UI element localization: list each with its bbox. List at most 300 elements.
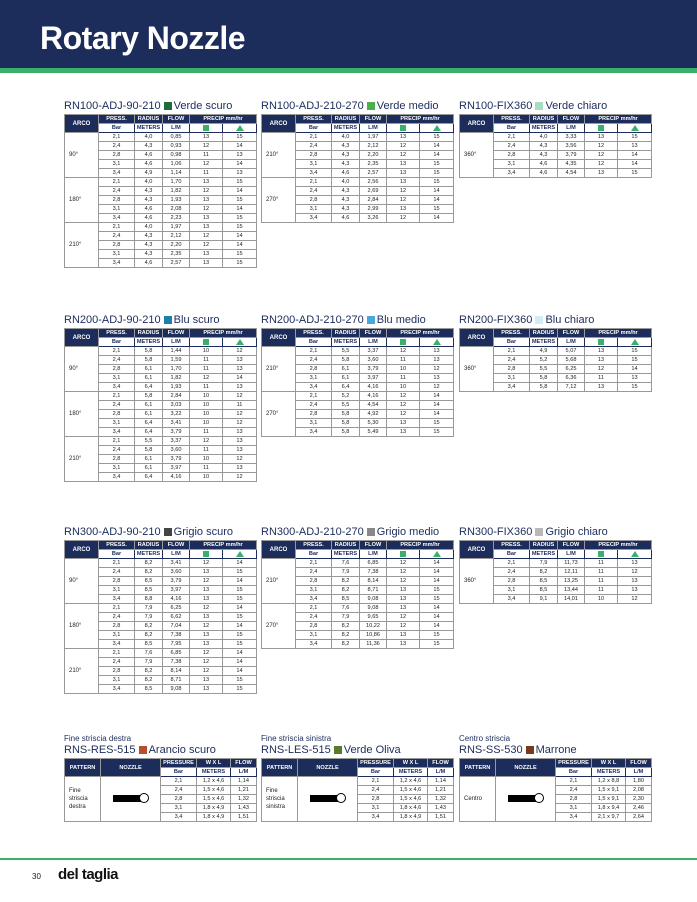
table-cell: 12 bbox=[190, 577, 223, 586]
unit-bar: Bar bbox=[99, 550, 135, 559]
table-cell: 14 bbox=[420, 196, 454, 205]
table-cell: 12 bbox=[387, 559, 420, 568]
table-cell: 10 bbox=[387, 365, 420, 374]
table-cell: 4,54 bbox=[360, 401, 387, 410]
table-row bbox=[65, 223, 257, 232]
table-cell: 12 bbox=[387, 214, 420, 223]
table-cell: 0,85 bbox=[163, 133, 190, 142]
table-cell: 2,1 bbox=[99, 437, 135, 446]
col-nozzle: NOZZLE bbox=[496, 759, 556, 777]
table-cell: 2,4 bbox=[99, 658, 135, 667]
table-cell: 1,8 x 9,4 bbox=[592, 804, 626, 813]
table-cell: 13 bbox=[618, 142, 652, 151]
col-wxl: W X L bbox=[197, 759, 231, 768]
table-cell: 2,4 bbox=[296, 613, 332, 622]
table-cell: 2,8 bbox=[99, 196, 135, 205]
col-pressure: PRESSURE bbox=[161, 759, 197, 768]
table-cell: 10 bbox=[190, 401, 223, 410]
square-icon bbox=[387, 338, 420, 347]
nozzle-block bbox=[261, 526, 453, 649]
square-icon bbox=[190, 124, 223, 133]
square-icon bbox=[585, 124, 618, 133]
unit-lm: L/M bbox=[558, 124, 585, 133]
col-arco: ARCO bbox=[262, 115, 296, 133]
color-swatch bbox=[367, 528, 375, 536]
table-cell: 15 bbox=[223, 613, 257, 622]
table-cell: 6,25 bbox=[163, 604, 190, 613]
table-cell: 1,43 bbox=[428, 804, 454, 813]
table-cell: 13 bbox=[223, 446, 257, 455]
col-flow: FLOW bbox=[428, 759, 454, 768]
strip-table bbox=[459, 758, 652, 822]
table-cell: 13 bbox=[387, 428, 420, 437]
unit-lm: L/M bbox=[231, 768, 257, 777]
color-swatch bbox=[367, 316, 375, 324]
table-cell: 8,2 bbox=[135, 676, 163, 685]
table-cell: 8,2 bbox=[332, 577, 360, 586]
table-cell: 0,98 bbox=[163, 151, 190, 160]
nozzle-block bbox=[261, 314, 453, 437]
arc-label: 210° bbox=[262, 133, 296, 178]
table-cell: 2,46 bbox=[626, 804, 652, 813]
arc-label: 180° bbox=[65, 178, 99, 223]
table-cell: 8,5 bbox=[135, 577, 163, 586]
table-cell: 14 bbox=[223, 374, 257, 383]
table-cell: 3,60 bbox=[163, 446, 190, 455]
table-row bbox=[262, 347, 454, 356]
table-cell: 5,8 bbox=[332, 410, 360, 419]
table-cell: 3,79 bbox=[163, 455, 190, 464]
col-press: PRESS. bbox=[494, 541, 530, 550]
table-cell: 15 bbox=[420, 205, 454, 214]
table-cell: 4,3 bbox=[135, 142, 163, 151]
table-cell: 3,4 bbox=[556, 813, 592, 822]
table-cell: 15 bbox=[420, 631, 454, 640]
table-cell: 2,4 bbox=[296, 142, 332, 151]
table-cell: 12 bbox=[190, 160, 223, 169]
table-cell: 1,70 bbox=[163, 178, 190, 187]
table-cell: 13 bbox=[387, 604, 420, 613]
table-cell: 15 bbox=[420, 595, 454, 604]
table-cell: 15 bbox=[223, 676, 257, 685]
col-flow: FLOW bbox=[360, 541, 387, 550]
table-cell: 1,59 bbox=[163, 356, 190, 365]
nozzle-table bbox=[459, 540, 652, 604]
table-cell: 13,25 bbox=[558, 577, 585, 586]
table-cell: 8,2 bbox=[332, 631, 360, 640]
table-cell: 13 bbox=[387, 631, 420, 640]
table-cell: 8,5 bbox=[332, 595, 360, 604]
table-cell: 15 bbox=[618, 169, 652, 178]
table-cell: 13 bbox=[387, 595, 420, 604]
table-cell: 2,1 bbox=[296, 178, 332, 187]
table-cell: 8,2 bbox=[332, 586, 360, 595]
table-cell: 14 bbox=[223, 649, 257, 658]
table-row bbox=[65, 559, 257, 568]
col-wxl: W X L bbox=[592, 759, 626, 768]
table-cell: 14 bbox=[420, 151, 454, 160]
block-title: RN200-ADJ-210-270 Blu medio bbox=[261, 314, 426, 326]
table-cell: 4,92 bbox=[360, 410, 387, 419]
table-cell: 13 bbox=[223, 464, 257, 473]
table-cell: 4,3 bbox=[332, 160, 360, 169]
table-cell: 6,1 bbox=[135, 455, 163, 464]
table-cell: 5,5 bbox=[530, 365, 558, 374]
table-cell: 4,6 bbox=[332, 169, 360, 178]
nozzle-table bbox=[261, 114, 454, 223]
table-cell: 12 bbox=[190, 649, 223, 658]
table-cell: 4,3 bbox=[135, 241, 163, 250]
table-cell: 6,1 bbox=[135, 401, 163, 410]
table-cell: 10,86 bbox=[360, 631, 387, 640]
table-cell: 11,36 bbox=[360, 640, 387, 649]
col-press: PRESS. bbox=[296, 329, 332, 338]
table-cell: 4,16 bbox=[360, 392, 387, 401]
table-cell: 2,1 bbox=[99, 223, 135, 232]
table-cell: 10 bbox=[190, 473, 223, 482]
table-cell: 12 bbox=[420, 365, 454, 374]
table-cell: 7,9 bbox=[135, 604, 163, 613]
unit-lm: L/M bbox=[558, 338, 585, 347]
nozzle-table bbox=[261, 328, 454, 437]
table-cell: 4,16 bbox=[360, 383, 387, 392]
table-cell: 9,08 bbox=[360, 604, 387, 613]
table-cell: 13 bbox=[618, 586, 652, 595]
table-cell: 14 bbox=[420, 559, 454, 568]
table-cell: 2,1 bbox=[99, 649, 135, 658]
arc-label: 360° bbox=[460, 347, 494, 392]
table-cell: 3,97 bbox=[163, 586, 190, 595]
table-cell: 13 bbox=[585, 169, 618, 178]
table-cell: 2,56 bbox=[360, 178, 387, 187]
table-cell: 2,4 bbox=[296, 187, 332, 196]
table-cell: 12 bbox=[223, 455, 257, 464]
table-cell: 13 bbox=[387, 586, 420, 595]
table-cell: 3,4 bbox=[99, 595, 135, 604]
table-cell: 12 bbox=[387, 187, 420, 196]
table-cell: 6,62 bbox=[163, 613, 190, 622]
col-arco: ARCO bbox=[65, 329, 99, 347]
pattern-label: Fine striscia sinistra bbox=[262, 777, 298, 822]
table-cell: 13 bbox=[190, 250, 223, 259]
unit-lm: L/M bbox=[360, 124, 387, 133]
footer-divider bbox=[0, 858, 697, 860]
col-press: PRESS. bbox=[99, 541, 135, 550]
col-precip: PRECIP mm/hr bbox=[190, 329, 257, 338]
nozzle-diagram-icon bbox=[101, 777, 161, 822]
table-cell: 2,20 bbox=[360, 151, 387, 160]
unit-lm: L/M bbox=[163, 550, 190, 559]
table-cell: 1,8 x 4,9 bbox=[197, 813, 231, 822]
table-cell: 15 bbox=[420, 586, 454, 595]
table-cell: 14 bbox=[420, 568, 454, 577]
table-cell: 2,8 bbox=[296, 410, 332, 419]
col-pressure: PRESSURE bbox=[358, 759, 394, 768]
table-cell: 7,6 bbox=[135, 649, 163, 658]
table-cell: 10 bbox=[387, 383, 420, 392]
table-cell: 12 bbox=[387, 622, 420, 631]
strip-subtitle: Fine striscia destra bbox=[64, 734, 132, 743]
table-cell: 14 bbox=[420, 392, 454, 401]
table-cell: 15 bbox=[223, 586, 257, 595]
table-cell: 2,1 bbox=[161, 777, 197, 786]
table-cell: 12 bbox=[223, 392, 257, 401]
table-cell: 14 bbox=[223, 187, 257, 196]
table-row bbox=[262, 604, 454, 613]
table-cell: 10 bbox=[190, 455, 223, 464]
nozzle-block bbox=[64, 314, 256, 482]
color-swatch bbox=[535, 102, 543, 110]
table-cell: 14 bbox=[420, 401, 454, 410]
col-pattern: PATTERN bbox=[262, 759, 298, 777]
table-cell: 3,1 bbox=[494, 586, 530, 595]
table-cell: 13 bbox=[190, 685, 223, 694]
table-cell: 2,8 bbox=[494, 577, 530, 586]
table-row bbox=[65, 133, 257, 142]
table-row bbox=[65, 178, 257, 187]
table-cell: 1,51 bbox=[428, 813, 454, 822]
table-cell: 3,1 bbox=[99, 419, 135, 428]
table-cell: 4,0 bbox=[135, 133, 163, 142]
color-swatch bbox=[334, 746, 342, 754]
table-cell: 6,4 bbox=[135, 383, 163, 392]
arc-label: 210° bbox=[65, 649, 99, 694]
table-cell: 2,1 bbox=[296, 347, 332, 356]
table-cell: 2,4 bbox=[494, 142, 530, 151]
table-cell: 3,1 bbox=[296, 419, 332, 428]
nozzle-table bbox=[64, 114, 257, 268]
table-cell: 12 bbox=[585, 151, 618, 160]
col-arco: ARCO bbox=[262, 541, 296, 559]
col-radius: RADIUS bbox=[530, 541, 558, 550]
unit-meters: METERS bbox=[332, 338, 360, 347]
table-cell: 13 bbox=[585, 356, 618, 365]
table-cell: 7,6 bbox=[332, 604, 360, 613]
unit-bar: Bar bbox=[556, 768, 592, 777]
table-cell: 13 bbox=[387, 160, 420, 169]
table-cell: 4,3 bbox=[332, 151, 360, 160]
square-icon bbox=[585, 550, 618, 559]
table-cell: 2,1 bbox=[494, 559, 530, 568]
table-cell: 12 bbox=[190, 658, 223, 667]
table-cell: 4,3 bbox=[135, 196, 163, 205]
table-cell: 13 bbox=[585, 383, 618, 392]
table-cell: 12 bbox=[190, 667, 223, 676]
table-cell: 2,84 bbox=[163, 392, 190, 401]
square-icon bbox=[190, 338, 223, 347]
arc-label: 360° bbox=[460, 133, 494, 178]
table-cell: 13 bbox=[420, 356, 454, 365]
triangle-icon bbox=[420, 338, 454, 347]
table-cell: 12 bbox=[190, 604, 223, 613]
col-press: PRESS. bbox=[99, 115, 135, 124]
table-cell: 2,4 bbox=[358, 786, 394, 795]
table-cell: 12 bbox=[387, 347, 420, 356]
col-pressure: PRESSURE bbox=[556, 759, 592, 768]
table-cell: 2,1 bbox=[296, 133, 332, 142]
table-cell: 12 bbox=[190, 187, 223, 196]
table-cell: 12 bbox=[387, 577, 420, 586]
table-cell: 5,30 bbox=[360, 419, 387, 428]
table-cell: 2,1 bbox=[99, 133, 135, 142]
col-precip: PRECIP mm/hr bbox=[190, 541, 257, 550]
table-cell: 4,0 bbox=[530, 133, 558, 142]
table-cell: 2,4 bbox=[99, 446, 135, 455]
table-cell: 2,8 bbox=[99, 622, 135, 631]
arc-label: 90° bbox=[65, 559, 99, 604]
table-cell: 5,8 bbox=[530, 383, 558, 392]
block-title: RN300-ADJ-90-210 Grigio scuro bbox=[64, 526, 233, 538]
table-cell: 2,1 bbox=[296, 559, 332, 568]
table-cell: 4,6 bbox=[135, 214, 163, 223]
table-cell: 13 bbox=[190, 640, 223, 649]
table-cell: 7,9 bbox=[332, 613, 360, 622]
col-press: PRESS. bbox=[494, 115, 530, 124]
table-cell: 3,1 bbox=[556, 804, 592, 813]
table-cell: 9,08 bbox=[360, 595, 387, 604]
table-cell: 2,8 bbox=[296, 151, 332, 160]
table-cell: 14 bbox=[223, 604, 257, 613]
table-cell: 15 bbox=[618, 133, 652, 142]
arc-label: 270° bbox=[262, 604, 296, 649]
table-cell: 3,79 bbox=[360, 365, 387, 374]
table-cell: 14 bbox=[223, 241, 257, 250]
table-cell: 6,4 bbox=[135, 419, 163, 428]
table-cell: 13,44 bbox=[558, 586, 585, 595]
table-cell: 2,4 bbox=[556, 786, 592, 795]
table-cell: 1,14 bbox=[163, 169, 190, 178]
table-cell: 6,1 bbox=[135, 410, 163, 419]
col-arco: ARCO bbox=[65, 115, 99, 133]
table-cell: 1,14 bbox=[231, 777, 257, 786]
table-cell: 8,5 bbox=[135, 685, 163, 694]
col-nozzle: NOZZLE bbox=[101, 759, 161, 777]
table-cell: 5,5 bbox=[332, 401, 360, 410]
table-cell: 2,1 bbox=[556, 777, 592, 786]
col-precip: PRECIP mm/hr bbox=[585, 541, 652, 550]
table-cell: 7,38 bbox=[163, 658, 190, 667]
table-row bbox=[65, 347, 257, 356]
table-cell: 4,3 bbox=[135, 232, 163, 241]
table-cell: 11 bbox=[190, 365, 223, 374]
table-cell: 1,32 bbox=[428, 795, 454, 804]
table-cell: 5,8 bbox=[135, 356, 163, 365]
col-precip: PRECIP mm/hr bbox=[387, 115, 454, 124]
table-row bbox=[262, 777, 454, 786]
table-cell: 8,14 bbox=[163, 667, 190, 676]
table-cell: 4,3 bbox=[332, 142, 360, 151]
table-cell: 5,68 bbox=[558, 356, 585, 365]
table-cell: 7,9 bbox=[135, 658, 163, 667]
strip-table bbox=[261, 758, 454, 822]
table-cell: 5,5 bbox=[332, 347, 360, 356]
table-cell: 12 bbox=[387, 568, 420, 577]
table-cell: 2,8 bbox=[296, 196, 332, 205]
table-row bbox=[262, 178, 454, 187]
table-cell: 11 bbox=[585, 568, 618, 577]
unit-lm: L/M bbox=[360, 550, 387, 559]
table-cell: 13 bbox=[618, 374, 652, 383]
table-cell: 2,4 bbox=[99, 142, 135, 151]
table-cell: 2,84 bbox=[360, 196, 387, 205]
triangle-icon bbox=[420, 124, 454, 133]
table-cell: 4,6 bbox=[530, 169, 558, 178]
color-swatch bbox=[164, 102, 172, 110]
table-cell: 6,1 bbox=[135, 464, 163, 473]
triangle-icon bbox=[420, 550, 454, 559]
table-cell: 2,8 bbox=[494, 365, 530, 374]
col-press: PRESS. bbox=[494, 329, 530, 338]
col-flow: FLOW bbox=[360, 329, 387, 338]
col-pattern: PATTERN bbox=[65, 759, 101, 777]
table-cell: 2,64 bbox=[626, 813, 652, 822]
triangle-icon bbox=[223, 550, 257, 559]
col-precip: PRECIP mm/hr bbox=[387, 329, 454, 338]
table-cell: 7,6 bbox=[332, 559, 360, 568]
table-cell: 4,3 bbox=[135, 187, 163, 196]
col-nozzle: NOZZLE bbox=[298, 759, 358, 777]
table-cell: 3,4 bbox=[494, 595, 530, 604]
table-cell: 15 bbox=[223, 259, 257, 268]
table-cell: 2,4 bbox=[99, 613, 135, 622]
page-number: 30 bbox=[32, 872, 41, 881]
brand-logo: del taglia bbox=[58, 866, 119, 883]
table-cell: 12 bbox=[387, 613, 420, 622]
table-cell: 11 bbox=[190, 151, 223, 160]
table-cell: 13 bbox=[618, 559, 652, 568]
table-cell: 8,2 bbox=[530, 568, 558, 577]
table-cell: 15 bbox=[618, 356, 652, 365]
table-cell: 15 bbox=[223, 214, 257, 223]
table-cell: 12 bbox=[190, 622, 223, 631]
table-cell: 1,8 x 4,9 bbox=[394, 813, 428, 822]
table-cell: 1,8 x 4,9 bbox=[197, 804, 231, 813]
table-cell: 3,4 bbox=[99, 169, 135, 178]
square-icon bbox=[190, 550, 223, 559]
table-cell: 14 bbox=[420, 214, 454, 223]
table-cell: 2,1 bbox=[358, 777, 394, 786]
unit-lm: L/M bbox=[428, 768, 454, 777]
table-cell: 3,56 bbox=[558, 142, 585, 151]
table-cell: 15 bbox=[618, 383, 652, 392]
col-flow: FLOW bbox=[558, 329, 585, 338]
strip-block bbox=[459, 733, 651, 822]
table-cell: 8,5 bbox=[135, 586, 163, 595]
table-cell: 2,1 bbox=[99, 178, 135, 187]
table-cell: 9,1 bbox=[530, 595, 558, 604]
col-radius: RADIUS bbox=[135, 329, 163, 338]
table-cell: 5,8 bbox=[135, 392, 163, 401]
table-cell: 13 bbox=[190, 595, 223, 604]
triangle-icon bbox=[618, 124, 652, 133]
table-cell: 8,5 bbox=[135, 640, 163, 649]
table-cell: 4,0 bbox=[332, 133, 360, 142]
table-cell: 5,8 bbox=[332, 428, 360, 437]
table-cell: 6,85 bbox=[360, 559, 387, 568]
unit-bar: Bar bbox=[99, 338, 135, 347]
table-cell: 3,1 bbox=[99, 586, 135, 595]
color-swatch bbox=[535, 316, 543, 324]
col-radius: RADIUS bbox=[332, 541, 360, 550]
table-cell: 2,1 bbox=[99, 604, 135, 613]
table-cell: 4,0 bbox=[135, 223, 163, 232]
table-cell: 15 bbox=[420, 178, 454, 187]
table-cell: 14 bbox=[223, 658, 257, 667]
color-swatch bbox=[526, 746, 534, 754]
table-cell: 1,93 bbox=[163, 383, 190, 392]
table-cell: 13 bbox=[190, 133, 223, 142]
table-cell: 1,5 x 4,6 bbox=[197, 795, 231, 804]
